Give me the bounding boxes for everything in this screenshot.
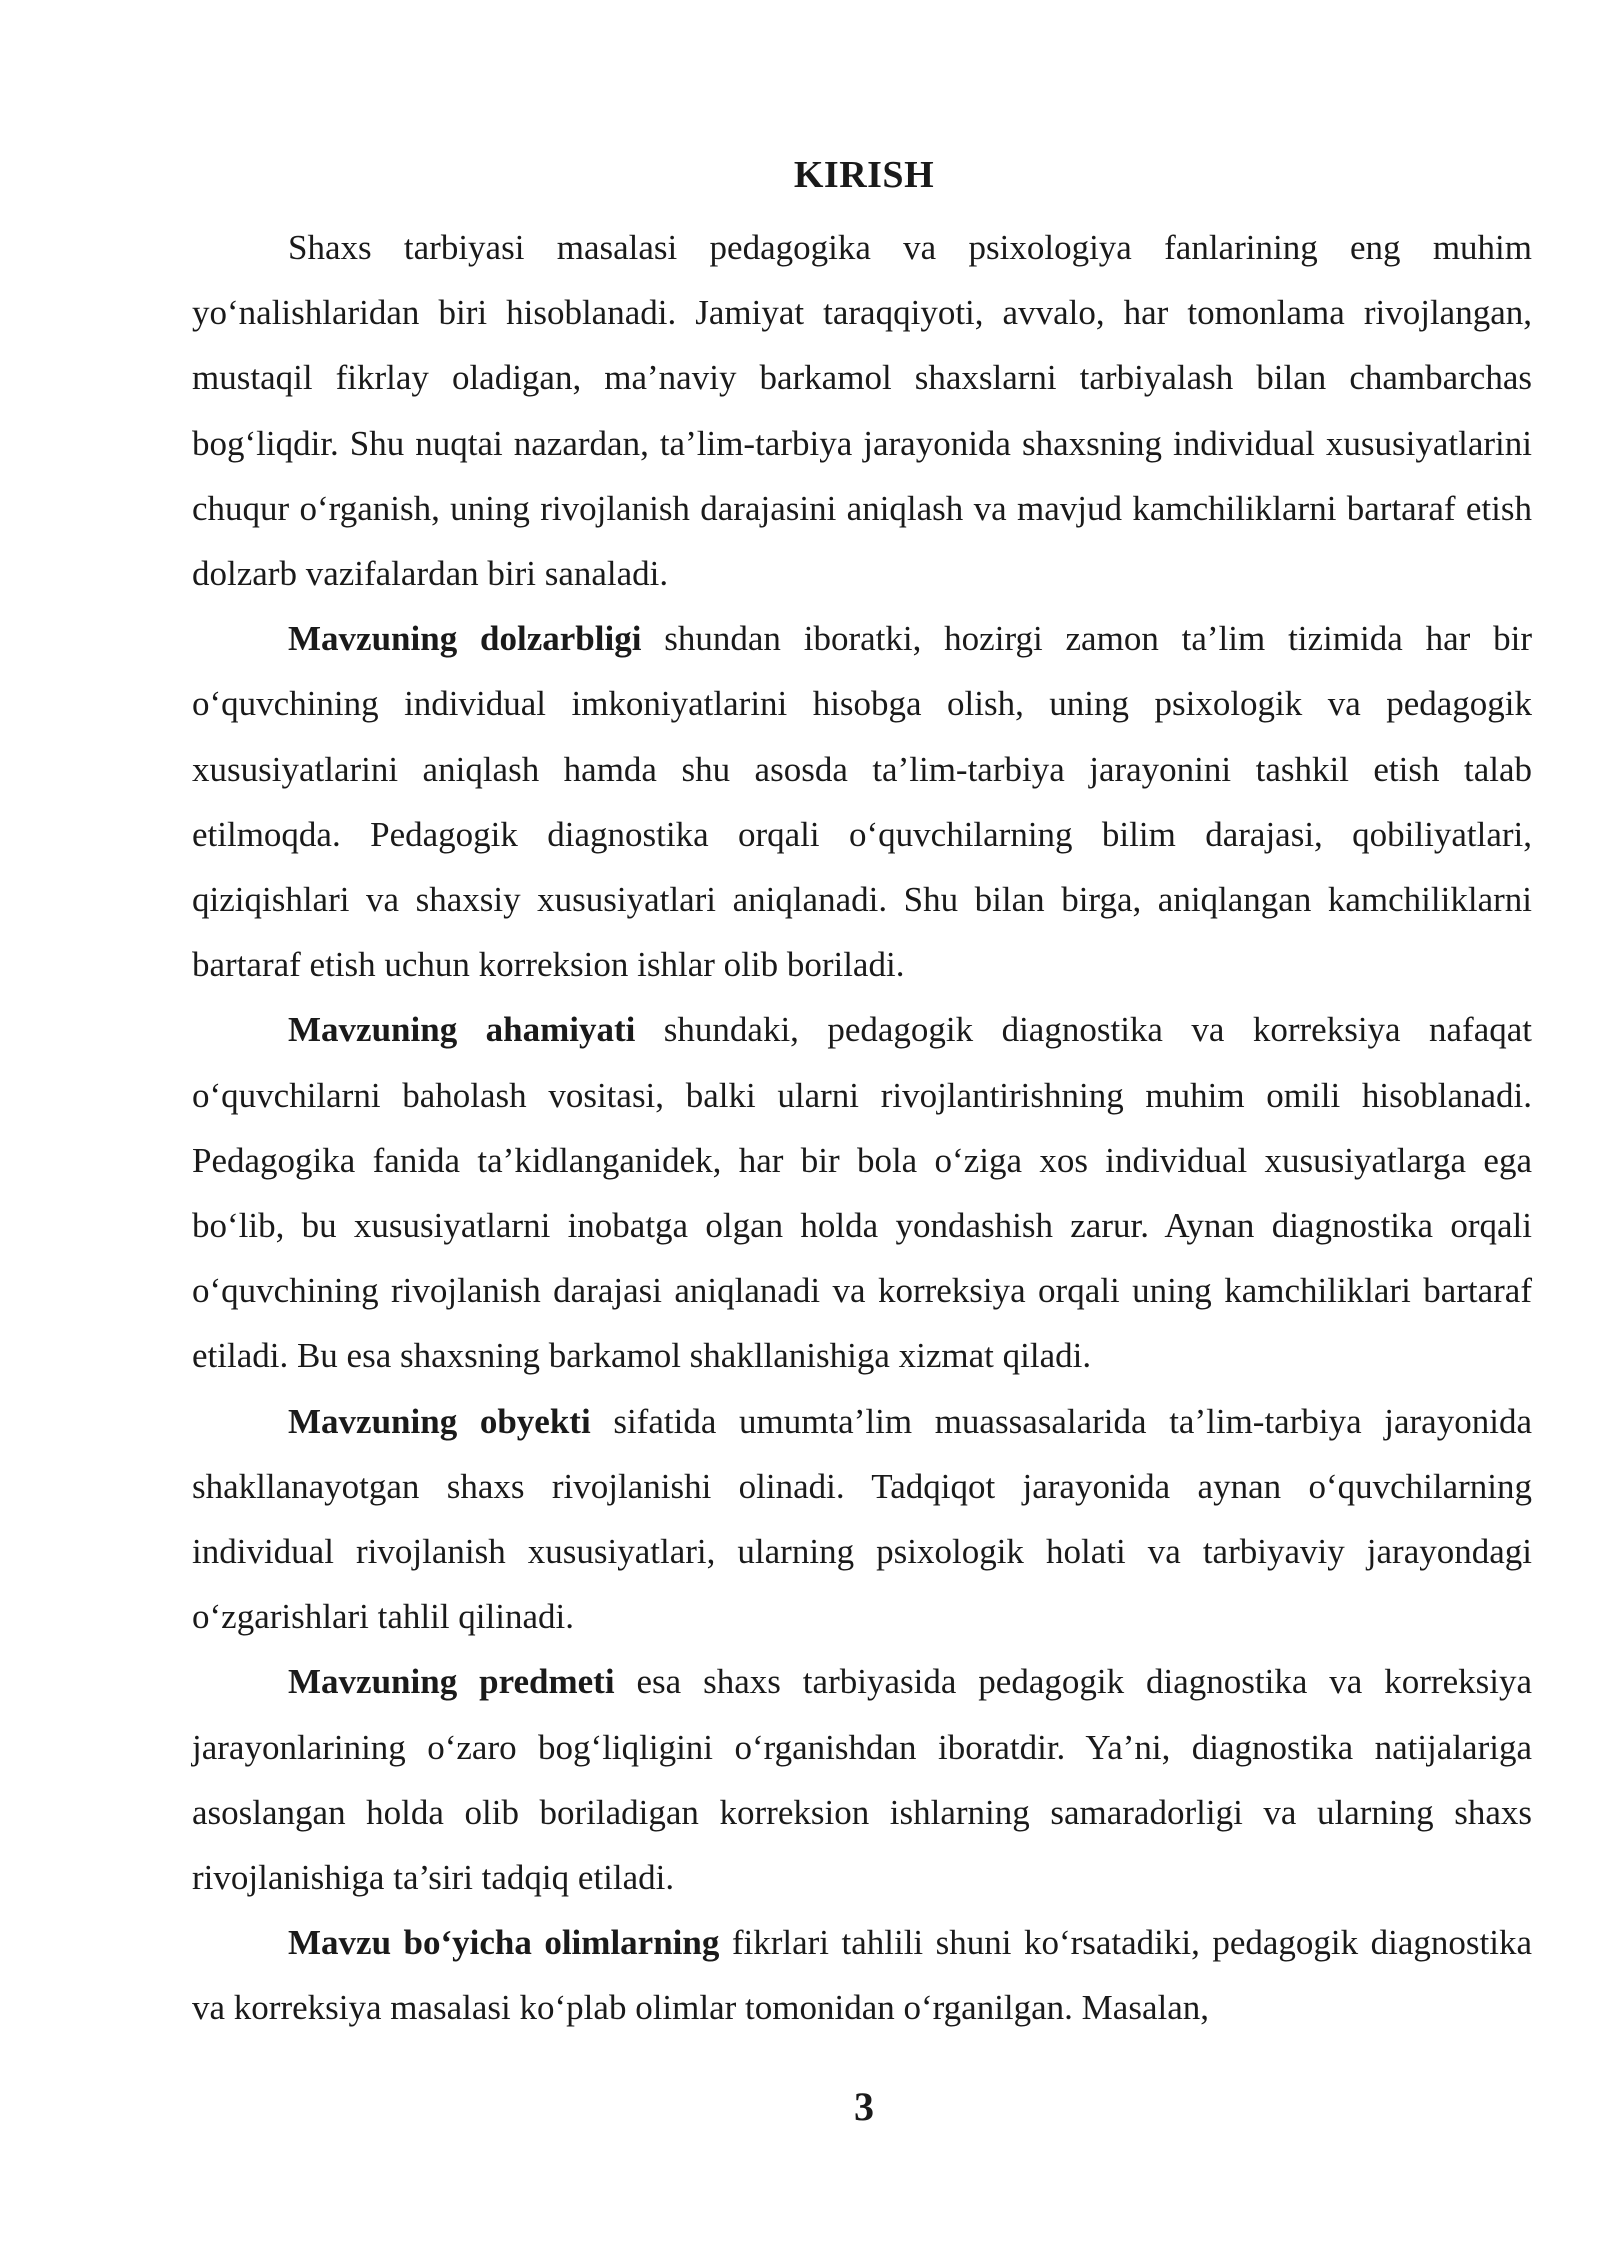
- body-text: [192, 215, 1532, 2041]
- paragraph-text: shundaki, pedagogik diagnostika va korreksiya nafaqat o‘quvchilarni baholash vositasi, balki ularni rivojlantirishning muhim omili hisoblanadi. Pedagogika fanida ta’kidlanganidek, har bir bola o‘ziga xos individual xususiyatlarga ega bo‘lib, bu xususiyatlarni inobatga olgan holda yondashish zarur. Aynan diagnostika orqali o‘quvchining rivojlanish darajasi aniqlanadi va korreksiya orqali uning kamchiliklari bartaraf etiladi. Bu esa shaxsning barkamol shakllanishiga xizmat qiladi.: [192, 1010, 1532, 1376]
- paragraph-lead: Mavzuning ahamiyati: [288, 1010, 636, 1050]
- paragraph-importance: [192, 997, 1532, 1388]
- paragraph-lead: Mavzuning obyekti: [288, 1401, 591, 1441]
- paragraph-scholars: [192, 1910, 1532, 2040]
- paragraph-text: esa shaxs tarbiyasida pedagogik diagnostika va korreksiya jarayonlarining o‘zaro bog‘liqligini o‘rganishdan iboratdir. Ya’ni, diagnostika natijalariga asoslangan holda olib boriladigan korreksion ishlarning samaradorligi va ularning shaxs rivojlanishiga ta’siri tadqiq etiladi.: [192, 1662, 1532, 1898]
- paragraph-text: Shaxs tarbiyasi masalasi pedagogika va psixologiya fanlarining eng muhim yo‘nalishlaridan biri hisoblanadi. Jamiyat taraqqiyoti, avvalo, har tomonlama rivojlangan, mustaqil fikrlay oladigan, ma’naviy barkamol shaxslarni tarbiyalash bilan chambarchas bog‘liqdir. Shu nuqtai nazardan, ta’lim-tarbiya jarayonida shaxsning individual xususiyatlarini chuqur o‘rganish, uning rivojlanish darajasini aniqlash va mavjud kamchiliklarni bartaraf etish dolzarb vazifalardan biri sanaladi.: [192, 228, 1532, 594]
- page-title: KIRISH: [793, 154, 935, 196]
- paragraph-text: shundan iboratki, hozirgi zamon ta’lim tizimida har bir o‘quvchining individual imkoniyatlarini hisobga olish, uning psixologik va pedagogik xususiyatlarini aniqlash hamda shu asosda ta’lim-tarbiya jarayonini tashkil etish talab etilmoqda. Pedagogik diagnostika orqali o‘quvchilarning bilim darajasi, qobiliyatlari, qiziqishlari va shaxsiy xususiyatlari aniqlanadi. Shu bilan birga, aniqlangan kamchiliklarni bartaraf etish uchun korreksion ishlar olib boriladi.: [192, 619, 1532, 985]
- page-number: 3: [854, 2084, 874, 2129]
- paragraph-text: fikrlari tahlili shuni ko‘rsatadiki, pedagogik diagnostika va korreksiya masalasi ko‘plab olimlar tomonidan o‘rganilgan. Masalan,: [192, 1923, 1532, 2028]
- paragraph-lead: Mavzuning dolzarbligi: [288, 619, 642, 659]
- paragraph-subject: [192, 1649, 1532, 1910]
- paragraph-lead: Mavzuning predmeti: [288, 1662, 615, 1702]
- paragraph-intro: [192, 215, 1532, 606]
- paragraph-lead: Mavzu bo‘yicha olimlarning: [288, 1923, 720, 1963]
- paragraph-object: [192, 1389, 1532, 1650]
- paragraph-text: sifatida umumta’lim muassasalarida ta’lim-tarbiya jarayonida shakllanayotgan shaxs rivojlanishi olinadi. Tadqiqot jarayonida aynan o‘quvchilarning individual rivojlanish xususiyatlari, ularning psixologik holati va tarbiyaviy jarayondagi o‘zgarishlari tahlil qilinadi.: [192, 1401, 1532, 1637]
- paragraph-relevance: [192, 606, 1532, 997]
